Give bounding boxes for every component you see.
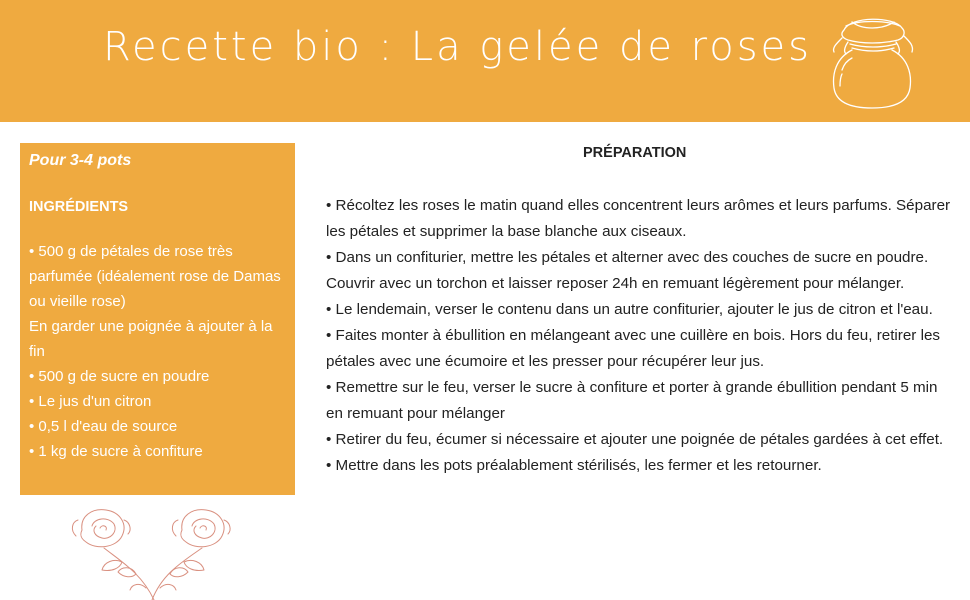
roses-illustration-icon bbox=[62, 500, 242, 600]
header-banner bbox=[0, 0, 970, 122]
preparation-step: • Retirer du feu, écumer si nécessaire et ajouter une poignée de pétales gardées à cet effet. bbox=[326, 431, 944, 448]
preparation-step: • Remettre sur le feu, verser le sucre à confiture et porter à grande ébullition pendant 5 min en remuant pour mélanger bbox=[326, 379, 938, 422]
ingredient-item: • 500 g de sucre en poudre bbox=[29, 368, 210, 385]
preparation-step: • Faites monter à ébullition en mélangeant avec une cuillère en bois. Hors du feu, retirer les pétales avec une écumoire et les presser pour récupérer leur jus. bbox=[326, 327, 940, 370]
servings-label: Pour 3-4 pots bbox=[29, 152, 132, 169]
preparation-step: • Récoltez les roses le matin quand elles concentrent leurs arômes et leurs parfums. Séparer les pétales et supprimer la base blanche aux ciseaux. bbox=[326, 197, 951, 240]
ingredient-item: • 1 kg de sucre à confiture bbox=[29, 443, 203, 460]
preparation-step: • Dans un confiturier, mettre les pétales et alterner avec des couches de sucre en poudre. Couvrir avec un torchon et laisser reposer 24h en remuant légèrement pour mélanger. bbox=[326, 249, 929, 292]
preparation-step: • Le lendemain, verser le contenu dans un autre confiturier, ajouter le jus de citron et l'eau. bbox=[326, 301, 933, 318]
jam-jar-icon bbox=[822, 8, 922, 112]
page-title: Recette bio : La gelée de roses bbox=[103, 24, 812, 70]
preparation-steps bbox=[326, 193, 958, 479]
preparation-heading: PRÉPARATION bbox=[583, 145, 687, 161]
ingredient-item: • 500 g de pétales de rose très parfumée (idéalement rose de Damas ou vieille rose) bbox=[29, 243, 281, 310]
ingredients-list bbox=[29, 239, 285, 464]
ingredient-item: • 0,5 l d'eau de source bbox=[29, 418, 178, 435]
ingredients-panel bbox=[20, 143, 295, 495]
ingredient-item: En garder une poignée à ajouter à la fin bbox=[29, 318, 273, 360]
ingredient-item: • Le jus d'un citron bbox=[29, 393, 152, 410]
ingredients-heading: INGRÉDIENTS bbox=[29, 199, 129, 215]
preparation-step: • Mettre dans les pots préalablement stérilisés, les fermer et les retourner. bbox=[326, 457, 822, 474]
